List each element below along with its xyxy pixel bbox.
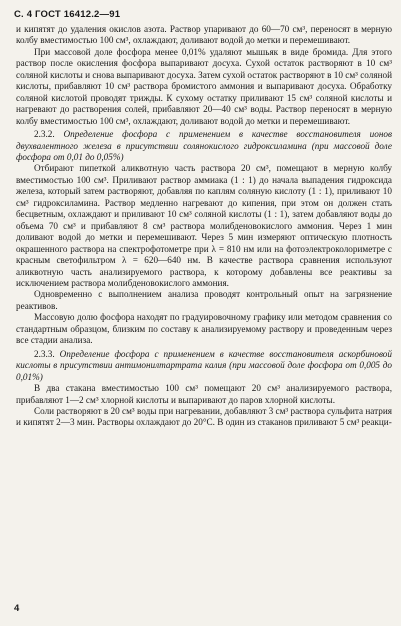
document-body (16, 24, 392, 429)
paragraph-text: Одновременно с выполнением анализа проводят контрольный опыт на загрязнение реактивов. (16, 289, 392, 311)
section-heading-2-3-3 (16, 349, 392, 383)
section-number: 2.3.3. (34, 348, 55, 359)
paragraph-text: Отбирают пипеткой аликвотную часть раствора 20 см³, помещают в мерную колбу вместимостью 100 см³. Приливают раствор аммиака (1 : 1) до начала выпадения гидроксида железа, который затем растворяют, добавляя по каплям соляную кислоту (1 : 1), приливают 10 см³ гидроксиламина. Раствор медленно нагревают до кипения, при этом он должен стать бесцветным, охлаждают и приливают 10 см³ соляной кислоты (1 : 1), затем добавляют воды до объема 70 см³ и прибавляют 8 см³ раствора молибденовокислого аммония. Через 1 мин доливают водой до метки и перемешивают. Через 5 мин измеряют оптическую плотность окрашенного раствора на спектрофотометре при λ = 810 нм или на фотоэлектроколориметре с красным светофильтром λ = 620—640 нм. В качестве раствора сравнения используют аликвотную часть анализируемого раствора, к которому добавлены все реактивы за исключением раствора молибденовокислого аммония. (16, 163, 392, 288)
running-header: С. 4 ГОСТ 16412.2—91 (14, 9, 121, 20)
paragraph-text: и кипятят до удаления окислов азота. Раствор упаривают до 60—70 см³, переносят в мерную колбу вместимостью 100 см³, охлаждают, доливают водой до метки и перемешивают. (16, 24, 392, 46)
section-title: Определение фосфора с применением в качестве восстановителя ионов двухвалентного железа в присутствии солянокислого гидроксиламина (при массовой доле фосфора от 0,01 до 0,05%) (16, 129, 392, 162)
page-number: 4 (14, 603, 20, 614)
section-title: Определение фосфора с применением в качестве восстановителя аскорбиновой кислоты в присутствии антимонилтартрата калия (при массовой доле фосфора от 0,005 до 0,01%) (16, 348, 392, 382)
paragraph-text: Соли растворяют в 20 см³ воды при нагревании, добавляют 3 см³ раствора сульфита натрия и кипятят 2—3 мин. Растворы охлаждают до 20°С. В один из стаканов приливают 5 см³ реакци- (16, 405, 392, 428)
section-number: 2.3.2. (34, 129, 55, 140)
paragraph-text: Массовую долю фосфора находят по градуировочному графику или методом сравнения со стандартным образцом, близким по составу к анализируемому раствору и проведенным через все стадии анализа. (16, 312, 392, 346)
section-heading-2-3-2 (16, 129, 392, 163)
paragraph-text: В два стакана вместимостью 100 см³ помещают 20 см³ анализируемого раствора, прибавляют 1—2 см³ хлорной кислоты и выпаривают до паров хлорной кислоты. (16, 383, 392, 405)
paragraph-text: При массовой доле фосфора менее 0,01% удаляют мышьяк в виде бромида. Для этого раствор после окисления фосфора выпаривают досуха. Сухой остаток растворяют в 10 см³ соляной кислоты и снова выпаривают досуха. Затем сухой остаток растворяют в 10 см³ соляной кислоты, прибавляют 10 см³ раствора бромистого аммония и выпаривают досуха. Обработку соляной кислотой проводят трижды. К сухому остатку приливают 15 см³ соляной кислоты и нагревают до растворения солей, прибавляют 20—40 см³ воды. Раствор переносят в мерную колбу вместимостью 100 см³, охлаждают, доливают водой до метки и перемешивают. (16, 46, 392, 126)
